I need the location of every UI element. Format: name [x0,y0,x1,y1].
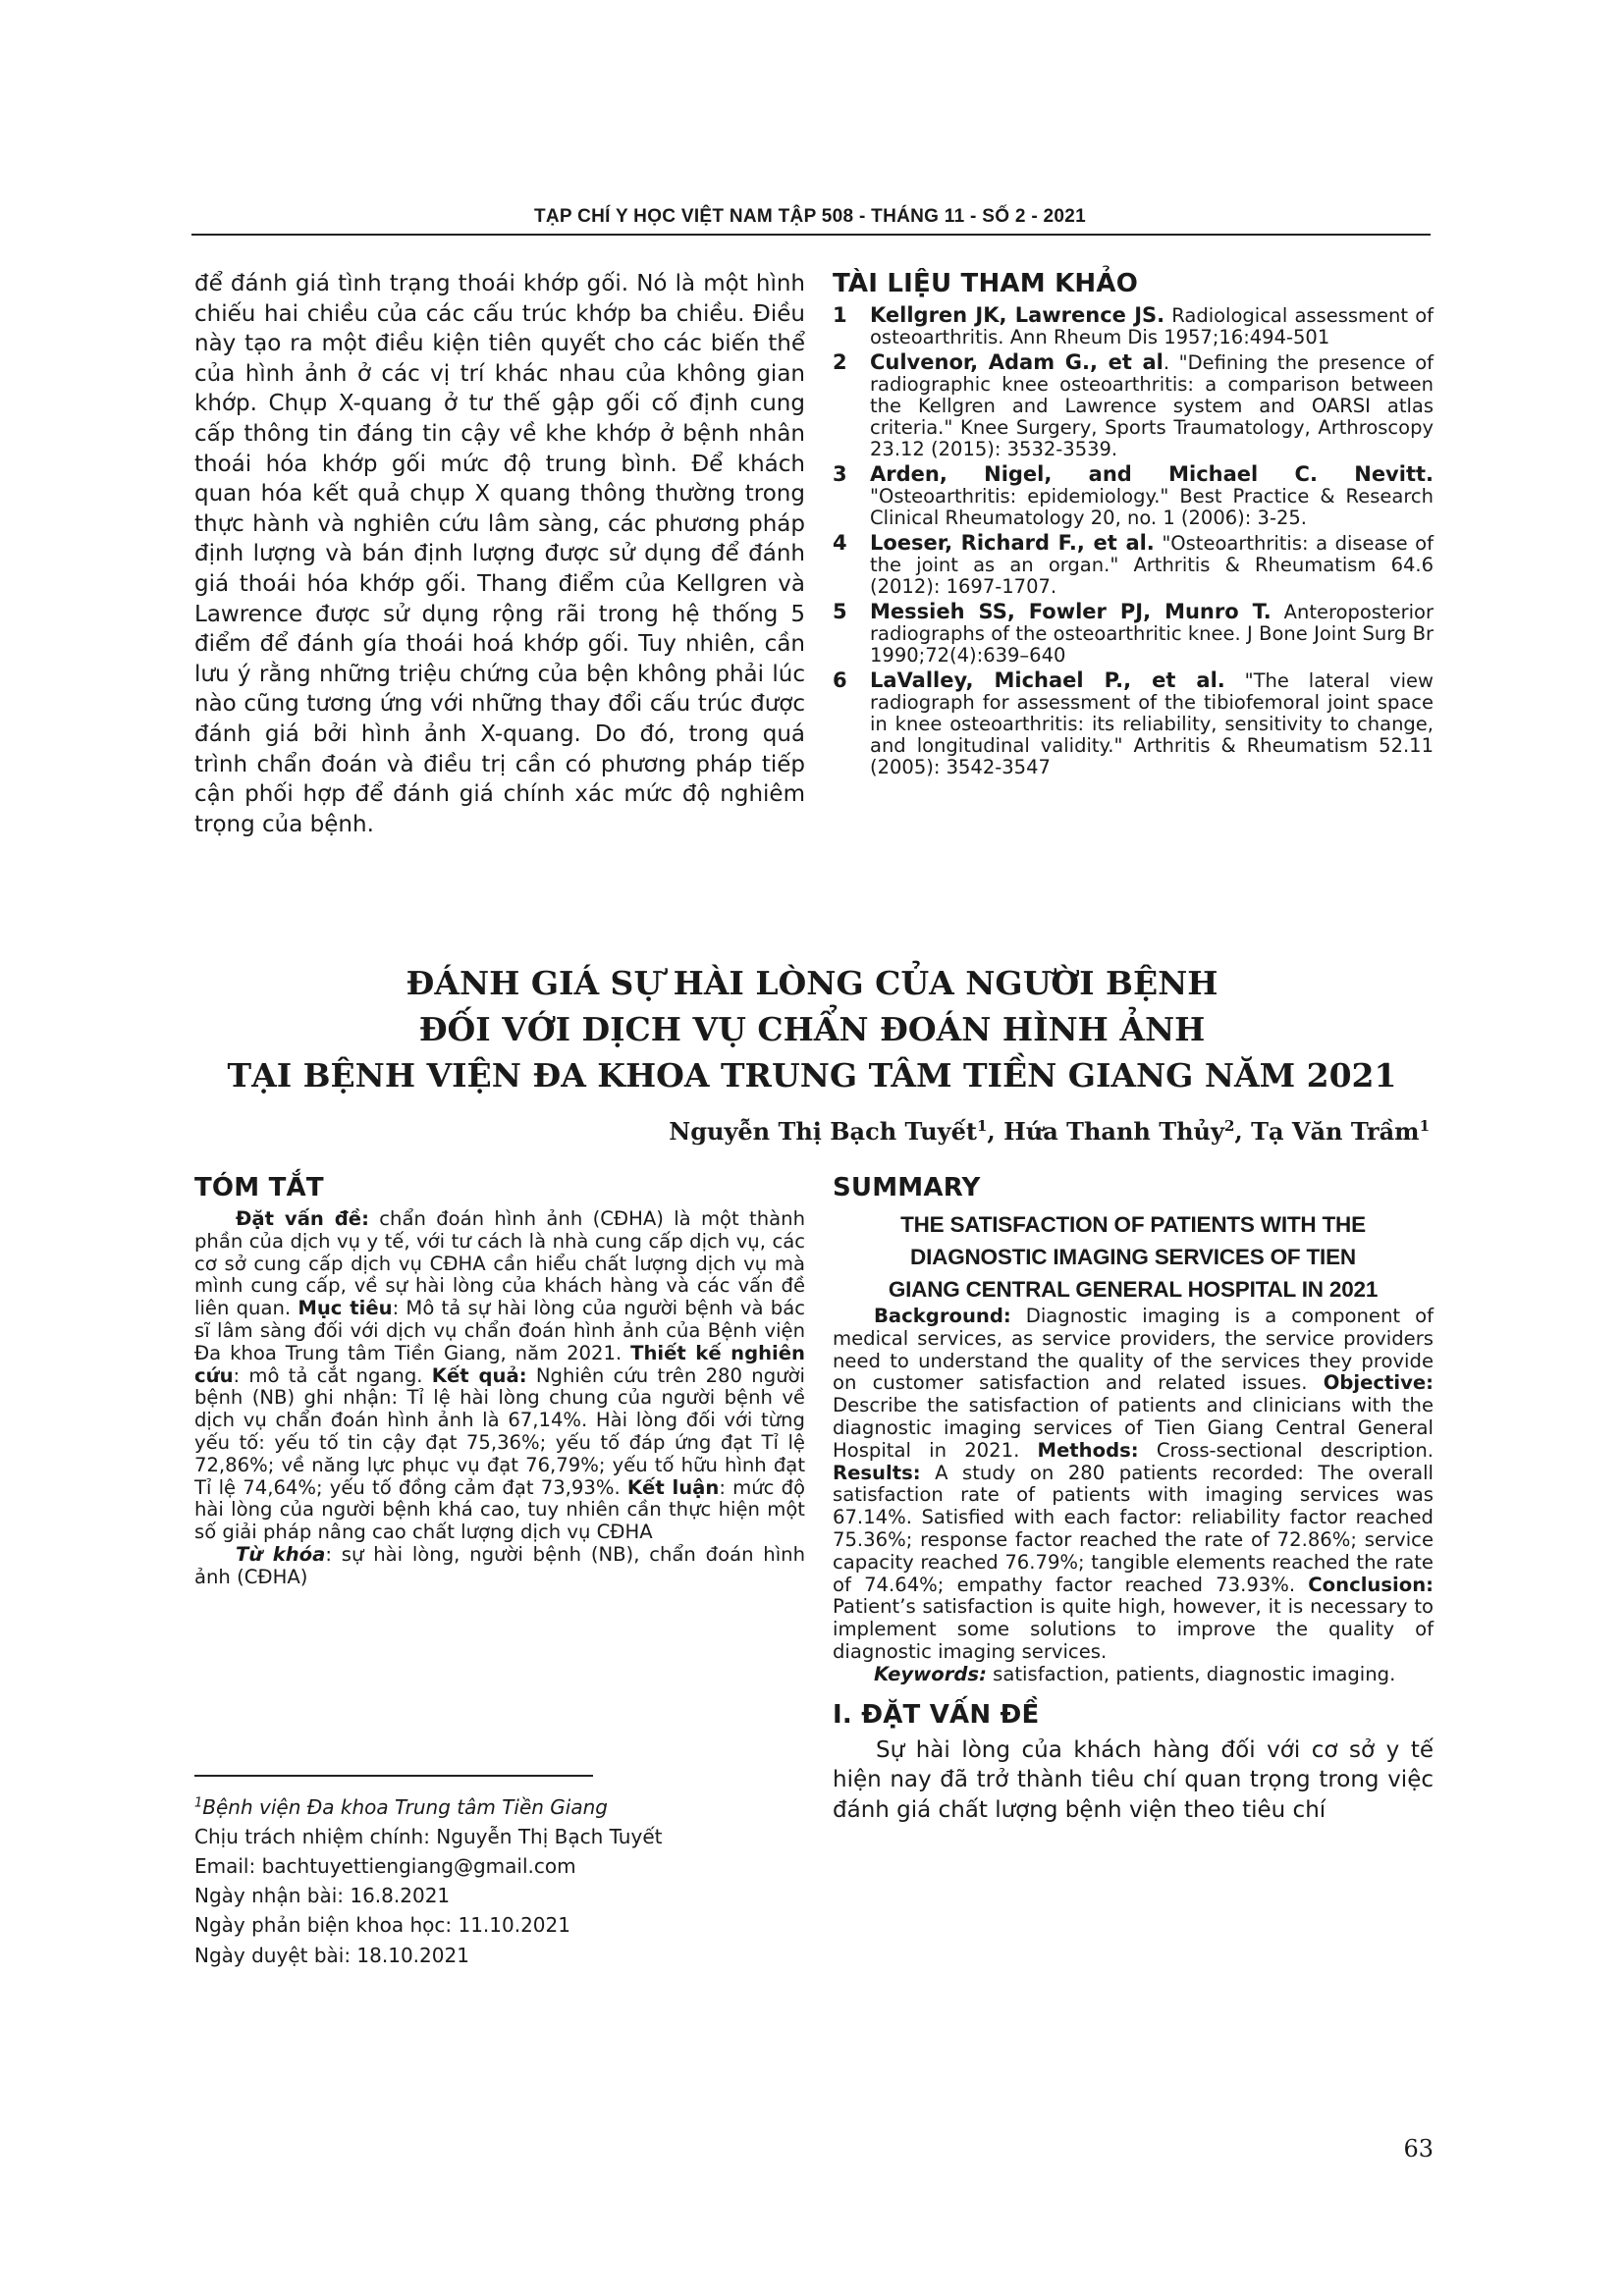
keywords-vi [194,1544,805,1589]
reference-text [870,351,1434,460]
abstract-english [833,1173,1434,1825]
english-title-line: DIAGNOSTIC IMAGING SERVICES OF TIEN [910,1245,1356,1269]
reference-details: . "Defining the presence of radiographic knee osteoarthritis: a comparison between the Kellgren and Lawrence system and OARSI atlas criteria." Knee Surgery, Sports Traumatology, Arthroscopy 23.12 (2015): 3532-3539. [870,351,1434,460]
reference-item [833,532,1434,598]
abstract-vietnamese [194,1173,805,1589]
reference-authors: Loeser, Richard F., et al. [870,531,1155,555]
keywords-en [833,1664,1434,1686]
text-thiet-ke: : mô tả cắt ngang. [233,1363,432,1387]
label-thiet-ke: Thiết kế nghiên cứu [194,1341,805,1387]
english-title [833,1208,1434,1306]
abstract-en-heading: SUMMARY [833,1173,981,1202]
footnote-responsible: Chịu trách nhiệm chính: Nguyễn Thị Bạch Tuyết [194,1824,663,1848]
author-name: Hứa Thanh Thủy [1003,1117,1224,1146]
header-rule [191,234,1431,236]
reference-details: Anteroposterior radiographs of the osteoarthritic knee. J Bone Joint Surg Br 1990;72(4):639–640 [870,601,1434,667]
title-line: ĐÁNH GIÁ SỰ HÀI LÒNG CỦA NGƯỜI BỆNH [406,964,1218,1002]
footnotes [194,1789,805,1970]
reference-list [833,304,1434,778]
label-objective: Objective: [1323,1371,1434,1395]
abstract-en-body [833,1306,1434,1664]
article-title [196,960,1428,1098]
running-header: TẠP CHÍ Y HỌC VIỆT NAM TẬP 508 - THÁNG 11 - SỐ 2 - 2021 [533,206,1087,227]
label-muc-tieu: Mục tiêu [298,1297,393,1320]
footnote-rule [194,1775,593,1777]
page-number: 63 [1403,2135,1434,2163]
author-name: Tạ Văn Trầm [1251,1117,1420,1146]
title-line: TẠI BỆNH VIỆN ĐA KHOA TRUNG TÂM TIỀN GIANG NĂM 2021 [227,1056,1397,1095]
title-line: ĐỐI VỚI DỊCH VỤ CHẨN ĐOÁN HÌNH ẢNH [418,1010,1206,1048]
label-ket-qua: Kết quả: [431,1363,527,1387]
label-tu-khoa: Từ khóa [236,1542,326,1566]
reference-item [833,463,1434,529]
footnote-email: Email: bachtuyettiengiang@gmail.com [194,1854,576,1879]
left-column [194,269,805,839]
reference-number: 1 [833,303,847,327]
label-background: Background: [874,1305,1011,1327]
reference-details: "The lateral view radiograph for assessment of the tibiofemoral joint space in knee osteoarthritis: its reliability, sensitivity to change, and longitudinal validity." Arthritis & Rheumatism 52.11 (2005): 3542-3547 [870,669,1434,778]
text-objective: Describe the satisfaction of patients and clinicians with the diagnostic imaging services of Tien Giang Central General Hospital in 2021. [833,1394,1434,1462]
author-list [196,1117,1430,1146]
reference-authors: Kellgren JK, Lawrence JS. [870,303,1165,327]
affiliation-marker: 1 [194,1795,203,1810]
label-keywords: Keywords: [874,1662,987,1685]
text-methods: Cross-sectional description. [1138,1438,1434,1462]
reference-details: "Osteoarthritis: epidemiology." Best Practice & Research Clinical Rheumatology 20, no. 1 (2006): 3-25. [870,485,1434,529]
label-results: Results: [833,1461,921,1484]
author-affiliation: 1 [1419,1117,1430,1135]
text-tu-khoa: : sự hài lòng, người bệnh (NB), chẩn đoán hình ảnh (CĐHA) [194,1542,805,1588]
footnote-accepted: Ngày duyệt bài: 18.10.2021 [194,1943,469,1967]
text-keywords: satisfaction, patients, diagnostic imaging. [986,1662,1396,1685]
footnote-received: Ngày nhận bài: 16.8.2021 [194,1884,451,1908]
continuation-paragraph: để đánh giá tình trạng thoái khớp gối. Nó là một hình chiếu hai chiều của các cấu trúc khớp ba chiều. Điều này tạo ra một điều kiện tiên quyết cho các biến thể của hình ảnh ở các vị trí khác nhau của không gian khớp. Chụp X-quang ở tư thế gập gối cố định cung cấp thông tin đáng tin cậy về khe khớp ở bệnh nhân thoái hóa khớp gối mức độ trung bình. Để khách quan hóa kết quả chụp X quang thông thường trong thực hành và nghiên cứu lâm sàng, các phương pháp định lượng và bán định lượng được sử dụng để đánh giá thoái hóa khớp gối. Thang điểm của Kellgren và Lawrence được sử dụng rộng rãi trong hệ thống 5 điểm để đánh gía thoái hoá khớp gối. Tuy nhiên, cần lưu ý rằng những triệu chứng của bện không phải lúc nào cũng tương ứng với những thay đổi cấu trúc được đánh giá bởi hình ảnh X-quang. Do đó, trong quá trình chẩn đoán và điều trị cần có phương pháp tiếp cận phối hợp để đánh giá chính xác mức độ nghiêm trọng của bệnh. [194,271,805,837]
reference-text [870,669,1434,778]
text-conclusion: Patient’s satisfaction is quite high, however, it is necessary to implement some solutions to improve the quality of diagnostic imaging services. [833,1595,1434,1663]
text-muc-tieu: : Mô tả sự hài lòng của người bệnh và bác sĩ lâm sàng đối với dịch vụ chẩn đoán hình ảnh của Bệnh viện Đa khoa Trung tâm Tiền Giang, năm 2021. [194,1297,805,1364]
label-conclusion: Conclusion: [1308,1573,1434,1596]
text-ket-qua: Nghiên cứu trên 280 người bệnh (NB) ghi nhận: Tỉ lệ hài lòng chung của người bệnh về dịch vụ chẩn đoán hình ảnh là 67,14%. Hài lòng đối với từng yếu tố: yếu tố tin cậy đạt 75,36%; yếu tố đáp ứng đạt Tỉ lệ 72,86%; về năng lực phục vụ đạt 76,79%; yếu tố hữu hình đạt Tỉ lệ 74,64%; yếu tố đồng cảm đạt 73,93%. [194,1363,805,1499]
label-ket-luan: Kết luận [626,1475,720,1499]
english-title-line: THE SATISFACTION OF PATIENTS WITH THE [900,1212,1366,1237]
reference-text [870,532,1434,598]
reference-number: 5 [833,600,847,623]
references-section [833,269,1434,781]
reference-number: 2 [833,350,847,374]
reference-item [833,601,1434,667]
reference-authors: Messieh SS, Fowler PJ, Munro T. [870,600,1272,623]
reference-text [870,304,1434,348]
label-dat-van-de: Đặt vấn đề: [236,1207,369,1230]
references-heading: TÀI LIỆU THAM KHẢO [833,269,1139,298]
reference-number: 4 [833,531,847,555]
reference-text [870,463,1434,529]
footnote-affiliation [194,1789,805,1822]
text-background: Diagnostic imaging is a component of medical services, as service providers, the service providers need to understand the quality of the services they provide on customer satisfaction and related issues. [833,1305,1434,1395]
author-name: Nguyễn Thị Bạch Tuyết [669,1117,977,1146]
author-affiliation: 2 [1223,1117,1235,1135]
reference-item [833,304,1434,348]
introduction-text: Sự hài lòng của khách hàng đối với cơ sở y tế hiện nay đã trở thành tiêu chí quan trọng trong việc đánh giá chất lượng bệnh viện theo tiêu chí [833,1736,1434,1823]
affiliation-text: Bệnh viện Đa khoa Trung tâm Tiền Giang [202,1794,608,1819]
text-dat-van-de: chẩn đoán hình ảnh (CĐHA) là một thành phần của dịch vụ y tế, với tư cách là nhà cung cấp dịch vụ, các cơ sở cung cấp dịch vụ CĐHA cần hiểu chất lượng dịch vụ mà mình cung cấp, về sự hài lòng của khách hàng và các vấn đề liên quan. [194,1207,805,1320]
text-results: A study on 280 patients recorded: The overall satisfaction rate of patients with imaging services was 67.14%. Satisfied with each factor: reliability factor reached 75.36%; response factor reached the rate of 72.86%; service capacity reached 76.79%; tangible elements reached the rate of 74.64%; empathy factor reached 73.93%. [833,1461,1434,1596]
reference-item [833,669,1434,778]
reference-text [870,601,1434,667]
reference-details: "Osteoarthritis: a disease of the joint as an organ." Arthritis & Rheumatism 64.6 (2012): 1697-1707. [870,532,1434,598]
english-title-line: GIANG CENTRAL GENERAL HOSPITAL IN 2021 [888,1277,1379,1302]
introduction-paragraph [833,1735,1434,1826]
footnote-reviewed: Ngày phản biện khoa học: 11.10.2021 [194,1913,570,1938]
reference-details: Radiological assessment of osteoarthritis. Ann Rheum Dis 1957;16:494-501 [870,304,1434,348]
reference-authors: LaValley, Michael P., et al. [870,668,1225,692]
reference-number: 3 [833,462,847,486]
introduction-heading: I. ĐẶT VẤN ĐỀ [833,1699,1040,1730]
author-affiliation: 1 [976,1117,988,1135]
reference-number: 6 [833,668,847,692]
reference-authors: Arden, Nigel, and Michael C. Nevitt. [870,462,1434,486]
text-ket-luan: : mức độ hài lòng của người bệnh khá cao, tuy nhiên cần thực hiện một số giải pháp nâng cao chất lượng dịch vụ CĐHA [194,1475,806,1544]
reference-authors: Culvenor, Adam G., et al [870,350,1164,374]
reference-item [833,351,1434,460]
author-separator: , [987,1117,1004,1146]
abstract-vi-heading: TÓM TẮT [194,1173,324,1202]
label-methods: Methods: [1037,1438,1139,1462]
author-separator: , [1234,1117,1252,1146]
abstract-vi-body [194,1208,805,1544]
